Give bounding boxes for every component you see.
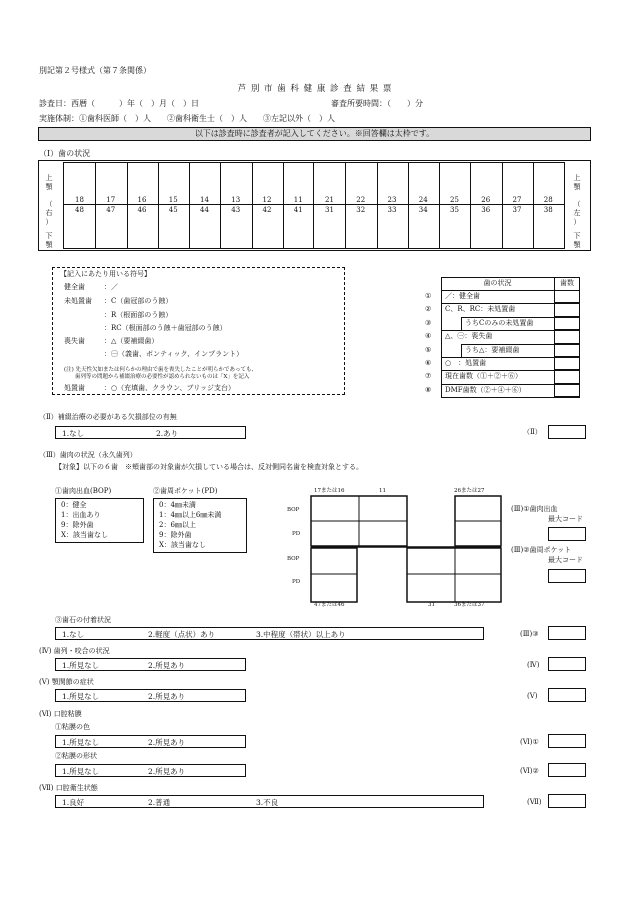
lower-tooth-number: 34 xyxy=(418,206,428,214)
status-row-text: DMF歯数（②＋④＋⑥） xyxy=(445,385,526,394)
gum-top-label-1: 17または16 xyxy=(314,488,345,494)
status-count-input[interactable] xyxy=(554,357,580,370)
bop-legend-item: 9：除外歯 xyxy=(61,521,94,529)
mucosa-color-option-1: 1.所見なし xyxy=(62,738,100,747)
section-2-options xyxy=(55,426,246,439)
exam-time-line: 審査所要時間：（ ）分 xyxy=(331,99,423,108)
section-2-answer[interactable] xyxy=(548,425,586,439)
bop-title: ①歯肉出血(BOP) xyxy=(55,487,112,495)
symbol-value: ：RC（根面部のう蝕＋歯冠部のう蝕） xyxy=(104,324,227,332)
mucosa-color-options xyxy=(55,735,246,748)
lower-jaw-label-left: 下 顎 xyxy=(573,232,581,249)
instruction-banner: 以下は診査時に診査者が記入してください。※回答欄は太枠です。 xyxy=(38,127,591,141)
status-row-number: ⑧ xyxy=(425,385,432,394)
symbols-note-2: 歯列等の問題から補綴治療の必要性が認められないものは「X」を記入 xyxy=(64,374,250,380)
section-4-answer[interactable] xyxy=(548,657,586,671)
section-5-answer[interactable] xyxy=(548,688,586,702)
gum-top-label-3: 26または27 xyxy=(454,488,485,494)
section-5-title: (Ⅴ) 顎関節の症状 xyxy=(39,678,94,686)
mucosa-shape-answer[interactable] xyxy=(548,763,586,777)
calculus-options xyxy=(55,627,484,640)
bop-answer[interactable] xyxy=(548,527,586,541)
gum-bottom-label-2: 31 xyxy=(428,602,435,608)
exam-date-line: 診査日：西暦（ ）年（ ）月（ ）日 xyxy=(39,99,199,108)
lower-tooth-number: 44 xyxy=(200,206,209,214)
upper-tooth-number: 16 xyxy=(137,196,147,204)
section-7-title: (Ⅶ) 口腔衛生状態 xyxy=(39,784,98,792)
pd-legend-item: 2：6㎜以上 xyxy=(159,521,196,529)
lower-tooth-number: 48 xyxy=(75,206,84,214)
status-row-text: うちCのみの未処置歯 xyxy=(465,318,534,327)
staff-line: 実施体制：①歯科医師（ ）人 ②歯科衛生士（ ）人 ③左記以外（ ）人 xyxy=(39,114,335,123)
status-row-number: ⑥ xyxy=(425,359,432,367)
status-row-text: 現在歯数（①＋②＋⑥） xyxy=(445,372,522,381)
pd-legend-item: 1：4㎜以上6㎜未満 xyxy=(159,511,222,519)
status-count-input[interactable] xyxy=(554,370,580,383)
treated-value: ：○（充填歯、クラウン、ブリッジ支台） xyxy=(104,384,235,392)
gum-row-pd-upper: PD xyxy=(292,531,301,537)
status-row-number: ⑤ xyxy=(425,345,432,354)
upper-tooth-number: 22 xyxy=(356,196,366,204)
section-7-option-1: 1.良好 xyxy=(62,798,85,807)
lower-tooth-number: 47 xyxy=(106,206,116,214)
bop-legend-item: X：該当歯なし xyxy=(61,531,108,539)
mucosa-shape-option-2: 2.所見あり xyxy=(148,767,186,776)
mucosa-color-option-2: 2.所見あり xyxy=(148,738,186,747)
lower-tooth-number: 32 xyxy=(356,206,366,214)
jaw-divider xyxy=(64,204,564,205)
status-count-input[interactable] xyxy=(554,303,580,316)
form-id: 別記第２号様式（第７条関係） xyxy=(39,66,151,75)
mucosa-shape-option-1: 1.所見なし xyxy=(62,767,100,776)
section-4-title: (Ⅳ) 歯列・咬合の状況 xyxy=(39,647,110,655)
upper-tooth-number: 17 xyxy=(106,196,116,204)
pd-title: ②歯周ポケット(PD) xyxy=(153,487,218,495)
lower-tooth-number: 41 xyxy=(293,206,303,214)
section-4-code: (Ⅳ) xyxy=(527,661,540,669)
section-5-options xyxy=(55,689,246,702)
option-none: 1.なし xyxy=(62,429,85,438)
upper-tooth-number: 28 xyxy=(543,196,553,204)
status-count-input[interactable] xyxy=(554,290,580,303)
section-1-title: （Ⅰ）歯の状況 xyxy=(39,149,91,158)
section-6-title: (Ⅵ) 口腔粘膜 xyxy=(39,710,82,718)
symbol-value: ：C（歯冠部のう蝕） xyxy=(104,297,173,305)
lower-tooth-number: 42 xyxy=(262,206,272,214)
right-side-label: （ 右 ） xyxy=(45,200,53,226)
bop-legend-item: 1：出血あり xyxy=(61,511,101,519)
symbol-value: ：△（要補綴歯） xyxy=(104,337,159,345)
lower-tooth-number: 36 xyxy=(481,206,491,214)
symbol-label: 健全歯 xyxy=(64,283,85,291)
upper-tooth-number: 18 xyxy=(75,196,84,204)
status-row-number: ② xyxy=(425,305,432,314)
calculus-option-3: 3.中程度（帯状）以上あり xyxy=(256,630,346,639)
calculus-answer[interactable] xyxy=(548,626,586,640)
mucosa-color-code: (Ⅵ)① xyxy=(520,738,539,746)
lower-tooth-number: 37 xyxy=(512,206,522,214)
gum-row-bop-lower: BOP xyxy=(287,556,300,562)
mucosa-shape-options xyxy=(55,764,246,777)
section-5-option-1: 1.所見なし xyxy=(62,692,100,701)
option-yes: 2.あり xyxy=(156,429,179,438)
bop-code-label: (Ⅲ)①歯肉出血 xyxy=(511,505,558,513)
upper-tooth-number: 25 xyxy=(450,196,459,204)
gum-top-label-2: 11 xyxy=(379,488,386,494)
symbols-note-1: (注) 先天性欠如または何らかの理由で歯を喪失したことが明らかであっても、 xyxy=(64,367,257,373)
status-header-count: 歯数 xyxy=(560,279,574,287)
section-2-title: （Ⅱ）補綴治療の必要がある欠損部位の有無 xyxy=(39,413,177,421)
symbol-value: ：㊀（義歯、ボンティック、インプラント） xyxy=(104,350,244,358)
upper-jaw-label-right: 上 顎 xyxy=(45,174,53,191)
mucosa-shape-code: (Ⅵ)② xyxy=(520,767,539,775)
treated-label: 処置歯 xyxy=(64,384,85,392)
status-row-number: ① xyxy=(425,292,432,300)
status-indent-line xyxy=(461,344,462,357)
symbol-value: ：R（根面部のう蝕） xyxy=(104,311,173,319)
section-4-options xyxy=(55,658,246,671)
status-row-text: △、㊀：喪失歯 xyxy=(445,332,493,341)
status-count-input[interactable] xyxy=(554,384,580,397)
upper-tooth-number: 11 xyxy=(293,196,303,204)
mucosa-shape-title: ②粘膜の形状 xyxy=(55,752,97,760)
status-row-number: ③ xyxy=(425,318,432,327)
status-count-input[interactable] xyxy=(554,330,580,343)
gum-bottom-label-1: 47または46 xyxy=(314,602,345,608)
calculus-title: ③歯石の付着状況 xyxy=(55,616,111,624)
symbol-label: 未処置歯 xyxy=(64,297,92,305)
symbols-title: 【記入にあたり用いる符号】 xyxy=(60,270,151,278)
pd-legend-item: 0：4㎜未満 xyxy=(159,501,196,509)
section-5-code: (Ⅴ) xyxy=(527,692,538,700)
pd-legend-item: X：該当歯なし xyxy=(159,541,206,549)
status-row-number: ⑦ xyxy=(425,372,432,381)
section-3-target: 【対象】以下の６歯 ※頬歯部の対象歯が欠損している場合は、反対側同名歯を検査対象とする。 xyxy=(55,463,363,471)
gum-row-pd-lower: PD xyxy=(292,579,301,585)
section-4-option-1: 1.所見なし xyxy=(62,661,100,670)
gum-row-bop-upper: BOP xyxy=(287,507,300,513)
lower-tooth-number: 35 xyxy=(450,206,459,214)
upper-tooth-number: 24 xyxy=(418,196,428,204)
status-row-text: C、R、RC：未処置歯 xyxy=(445,305,516,314)
section-7-answer[interactable] xyxy=(548,794,586,808)
lower-tooth-number: 31 xyxy=(325,206,334,214)
left-side-label: （ 左 ） xyxy=(573,200,581,226)
lower-tooth-number: 38 xyxy=(543,206,553,214)
lower-tooth-number: 45 xyxy=(168,206,178,214)
section-4-option-2: 2.所見あり xyxy=(148,661,186,670)
status-header-state: 歯の状況 xyxy=(483,279,512,287)
status-indent-line xyxy=(461,317,462,330)
upper-tooth-number: 21 xyxy=(325,196,334,204)
upper-tooth-number: 27 xyxy=(512,196,522,204)
calculus-option-2: 2.軽度（点状）あり xyxy=(148,630,216,639)
upper-tooth-number: 12 xyxy=(262,196,272,204)
lower-tooth-number: 33 xyxy=(387,206,397,214)
calculus-option-1: 1.なし xyxy=(62,630,85,639)
lower-jaw-label-right: 下 顎 xyxy=(45,232,53,249)
status-row-text: うち△：要補綴歯 xyxy=(465,345,520,354)
pd-code-label-2: 最大コード xyxy=(548,556,583,564)
section-7-option-2: 2.普通 xyxy=(148,798,171,807)
section-2-code: （Ⅱ） xyxy=(523,428,542,436)
pd-legend-item: 9：除外歯 xyxy=(159,531,192,539)
status-table xyxy=(441,277,580,398)
section-5-option-2: 2.所見あり xyxy=(148,692,186,701)
status-count-input[interactable] xyxy=(554,344,580,357)
status-row-number: ④ xyxy=(425,332,432,341)
gum-chart xyxy=(310,495,504,603)
bop-legend-item: 0：健全 xyxy=(61,501,87,509)
tooth-chart-grid xyxy=(63,162,565,249)
section-7-option-3: 3.不良 xyxy=(256,798,279,807)
symbol-value: ：／ xyxy=(104,283,118,291)
status-row-text: ／：健全歯 xyxy=(445,292,480,300)
mucosa-color-title: ①粘膜の色 xyxy=(55,723,90,731)
bop-code-label-2: 最大コード xyxy=(548,515,583,523)
upper-tooth-number: 15 xyxy=(168,196,178,204)
pd-answer[interactable] xyxy=(548,569,586,583)
calculus-code: (Ⅲ)③ xyxy=(520,630,539,638)
section-3-title: （Ⅲ）歯肉の状況（永久歯列） xyxy=(39,451,137,459)
lower-tooth-number: 43 xyxy=(231,206,241,214)
status-row-text: ○ ：処置歯 xyxy=(445,359,487,367)
status-count-input[interactable] xyxy=(554,317,580,330)
lower-tooth-number: 46 xyxy=(137,206,147,214)
symbol-label: 喪失歯 xyxy=(64,337,85,345)
upper-tooth-number: 13 xyxy=(231,196,241,204)
upper-tooth-number: 26 xyxy=(481,196,491,204)
upper-tooth-number: 23 xyxy=(387,196,397,204)
section-7-options xyxy=(55,795,484,808)
upper-tooth-number: 14 xyxy=(200,196,209,204)
page-title: 芦 別 市 歯 科 健 康 診 査 結 果 票 xyxy=(237,84,393,94)
mucosa-color-answer[interactable] xyxy=(548,734,586,748)
section-7-code: (Ⅶ) xyxy=(527,798,542,806)
upper-jaw-label-left: 上 顎 xyxy=(573,174,581,191)
gum-bottom-label-3: 36または37 xyxy=(454,602,485,608)
pd-code-label: (Ⅲ)②歯周ポケット xyxy=(511,546,572,554)
